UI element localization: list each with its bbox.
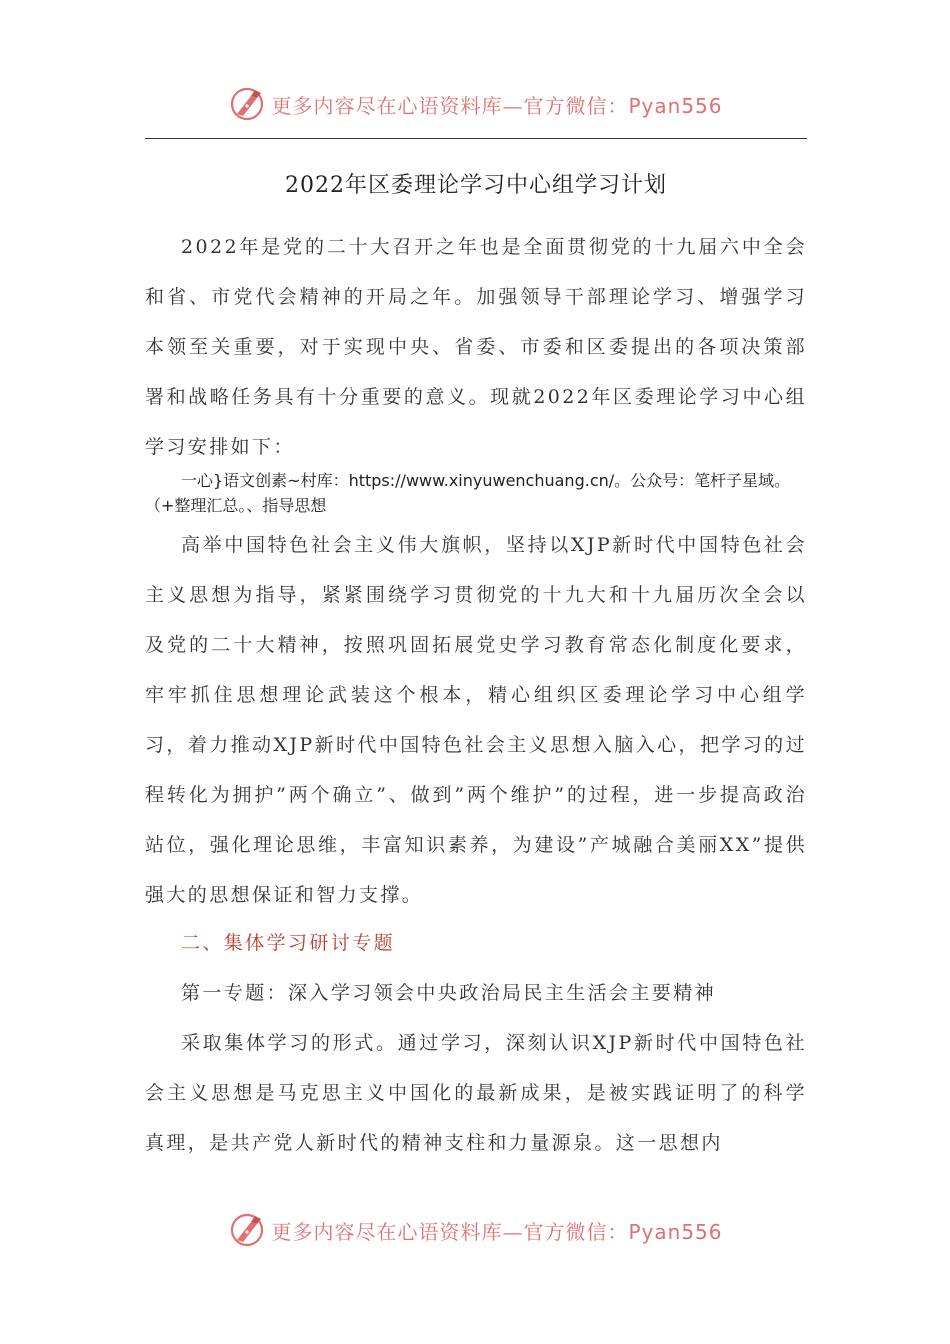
pen-nib-logo-icon <box>227 84 267 124</box>
guiding-ideology-paragraph: 高举中国特色社会主义伟大旗帜，坚持以XJP新时代中国特色社会主义思想为指导，紧紧围绕学习贯彻党的十九大和十九届历次全会以及党的二十大精神，按照巩固拓展党史学习教育常态化制度化要求，牢牢抓住思想理论武装这个根本，精心组织区委理论学习中心组学习，着力推动XJP新时代中国特色社会主义思想入脑入心，把学习的过程转化为拥护”两个确立”、做到”两个维护”的过程，进一步提高政治站位，强化理论思维，丰富知识素养，为建设”产城融合美丽XX”提供强大的思想保证和智力支撑。 <box>145 534 807 906</box>
footer-watermark <box>0 1208 950 1252</box>
section-heading-collective-study: 二、集体学习研讨专题 <box>181 932 396 954</box>
header-rule <box>145 138 807 139</box>
watermark-text: 更多内容尽在心语资料库—官方微信：Pyan556 <box>271 93 723 118</box>
document-title: 2022年区委理论学习中心组学习计划 <box>285 173 667 198</box>
watermark-text: 更多内容尽在心语资料库—官方微信：Pyan556 <box>271 1219 723 1244</box>
topic-one-paragraph: 采取集体学习的形式。通过学习，深刻认识XJP新时代中国特色社会主义思想是马克思主义中国化的最新成果，是被实践证明了的科学真理，是共产党人新时代的精神支柱和力量源泉。这一思想内 <box>145 1032 807 1154</box>
intro-paragraph: 2022年是党的二十大召开之年也是全面贯彻党的十九届六中全会和省、市党代会精神的开局之年。加强领导干部理论学习、增强学习本领至关重要，对于实现中央、省委、市委和区委提出的各项决策部署和战略任务具有十分重要的意义。现就2022年区委理论学习中心组学习安排如下： <box>145 236 807 458</box>
source-note-guiding-ideology: 一心}语文创素~村库：https://www.xinyuwenchuang.cn/。公众号：笔杆子星域。（+整理汇总。、指导思想 <box>145 471 791 515</box>
topic-one-heading: 第一专题：深入学习领会中央政治局民主生活会主要精神 <box>181 982 717 1004</box>
header-watermark <box>0 82 950 126</box>
pen-nib-logo-icon <box>227 1210 267 1250</box>
